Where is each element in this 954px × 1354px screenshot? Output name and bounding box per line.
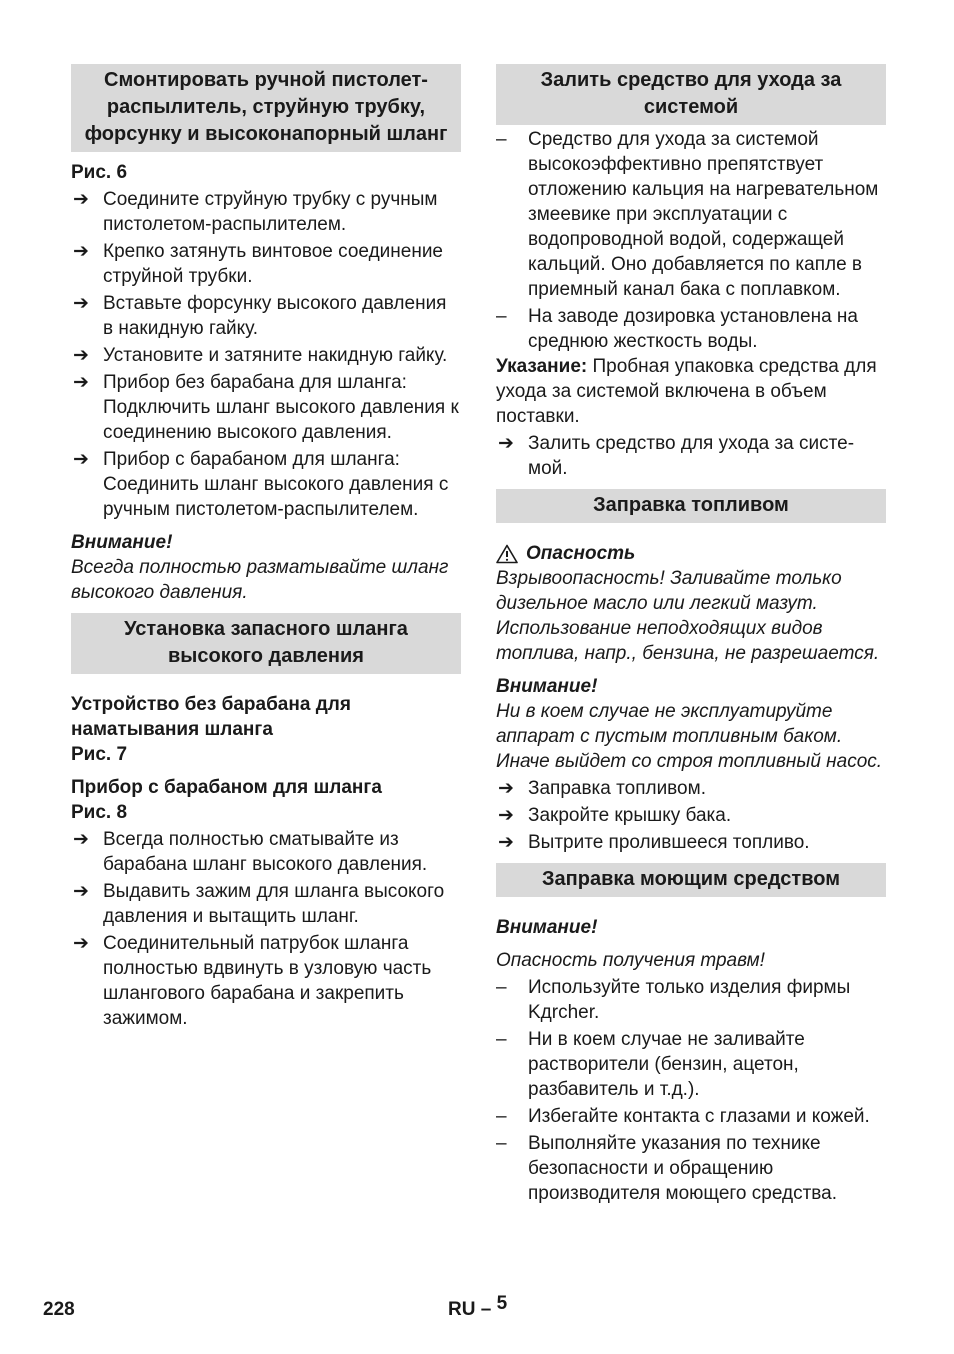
attention-label: Внимание! (71, 532, 173, 553)
list-item (496, 431, 886, 481)
right-arrow-icon: ➔ (498, 805, 514, 826)
page-number: 228 (43, 1299, 75, 1320)
dash-bullet: – (496, 129, 507, 150)
list-item (496, 776, 886, 801)
right-arrow-icon: ➔ (73, 189, 89, 210)
attention-text: Опасность получения травм! (496, 950, 765, 971)
right-arrow-icon: ➔ (73, 372, 89, 393)
list-item (496, 975, 886, 1025)
step-text: Вытрите пролившееся топливо. (528, 832, 810, 853)
step-detail: Подключить шланг высокого давления к соединению высокого давления. (103, 397, 459, 443)
list-item (71, 931, 461, 1031)
right-arrow-icon: ➔ (73, 881, 89, 902)
step-text: Выдавить зажим для шланга высокого давления и вытащить шланг. (103, 881, 445, 927)
dash-bullet: – (496, 977, 507, 998)
bullet-text: Средство для ухода за системой высокоэффективно препятствует отложению кальция на нагревательном змеевике при эксплуатации с водопроводной водой, содержащей кальций. Оно добавляется по капле в приемный канал бака с поплавком. (528, 129, 879, 300)
step-text: Крепко затянуть винтовое соединение струйной трубки. (103, 241, 443, 287)
subheading-drum: Прибор с барабаном для шланга (71, 777, 382, 798)
note-paragraph (496, 354, 886, 429)
list-item (71, 343, 461, 368)
section-heading-fuel: Заправка топливом (496, 489, 886, 523)
list-item (496, 1027, 886, 1102)
step-text: Установите и затяните накидную гайку. (103, 345, 448, 366)
right-arrow-icon: ➔ (73, 241, 89, 262)
right-arrow-icon: ➔ (73, 345, 89, 366)
step-detail: Соединить шланг высокого давления с ручным пистолетом-распылителем. (103, 474, 449, 520)
section-heading-system-care: Залить средство для ухода за системой (496, 64, 886, 125)
section-heading-replace-hose: Установка запасного шланга высокого давления (71, 613, 461, 674)
attention-text: Ни в коем случае не эксплуатируйте аппарат с пустым топливным баком. Иначе выйдет со строя топливный насос. (496, 701, 883, 772)
figure-ref-7: Рис. 7 (71, 744, 128, 765)
list-item (496, 1104, 886, 1129)
danger-heading (496, 541, 886, 566)
list-item (71, 291, 461, 341)
language-label: RU – (448, 1299, 492, 1320)
language-page-number: 5 (496, 1293, 508, 1314)
bullet-text: На заводе дозировка установлена на среднюю жесткость воды. (528, 306, 858, 352)
attention-label: Внимание! (496, 917, 598, 938)
dash-bullet: – (496, 1106, 507, 1127)
dash-bullet: – (496, 1133, 507, 1154)
note-text: Пробная упаковка средства для ухода за системой включена в объем поставки. (496, 356, 877, 427)
dash-bullet: – (496, 306, 507, 327)
note-label: Указание: (496, 356, 588, 377)
left-column (71, 64, 461, 1031)
list-item (71, 239, 461, 289)
list-item (71, 187, 461, 237)
right-arrow-icon: ➔ (73, 293, 89, 314)
subheading-no-drum: Устройство без барабана для наматывания шланга (71, 694, 351, 740)
step-text: Прибор с барабаном для шланга: (103, 449, 400, 470)
step-text: Закройте крышку бака. (528, 805, 732, 826)
bullet-text: Выполняйте указания по технике безопасности и обращению производителя моющего средства. (528, 1133, 838, 1204)
language-page-label (448, 1293, 508, 1322)
warning-triangle-icon (496, 544, 518, 564)
list-item (496, 1131, 886, 1206)
right-arrow-icon: ➔ (73, 933, 89, 954)
attention-text: Всегда полностью разматывайте шланг высокого давления. (71, 557, 449, 603)
danger-text: Взрывоопасность! Заливайте только дизельное масло или легкий мазут. Использование неподходящих видов топлива, напр., бензина, не разрешается. (496, 568, 880, 664)
bullet-text: Используйте только изделия фирмы Kдrcher. (528, 977, 851, 1023)
danger-label: Опасность (526, 543, 636, 564)
list-item (496, 127, 886, 302)
right-arrow-icon: ➔ (73, 829, 89, 850)
step-text: Соединительный патрубок шланга полностью вдвинуть в узловую часть шлангового барабана и закрепить зажимом. (103, 933, 432, 1029)
figure-ref-8: Рис. 8 (71, 802, 128, 823)
list-item (71, 447, 461, 472)
list-item (71, 370, 461, 395)
right-column (496, 64, 886, 1206)
right-arrow-icon: ➔ (498, 433, 514, 454)
right-arrow-icon: ➔ (498, 778, 514, 799)
list-item (496, 304, 886, 354)
step-text: Заправка топливом. (528, 778, 706, 799)
list-item (71, 827, 461, 877)
list-item (496, 830, 886, 855)
section-heading-mount: Смонтировать ручной пистолет-распылитель, струйную трубку, форсунку и высоконапорный шланг (71, 64, 461, 152)
right-arrow-icon: ➔ (498, 832, 514, 853)
list-item (71, 879, 461, 929)
step-text: Залить средство для ухода за системой. (528, 433, 855, 479)
dash-bullet: – (496, 1029, 507, 1050)
bullet-text: Избегайте контакта с глазами и кожей. (528, 1106, 870, 1127)
step-text: Вставьте форсунку высокого давления в накидную гайку. (103, 293, 447, 339)
attention-label: Внимание! (496, 676, 598, 697)
bullet-text: Ни в коем случае не заливайте растворители (бензин, ацетон, разбавитель и т.д.). (528, 1029, 805, 1100)
list-item (496, 803, 886, 828)
right-arrow-icon: ➔ (73, 449, 89, 470)
step-text: Соедините струйную трубку с ручным пистолетом-распылителем. (103, 189, 438, 235)
figure-ref-6: Рис. 6 (71, 162, 128, 183)
step-text: Всегда полностью сматывайте из барабана шланг высокого давления. (103, 829, 428, 875)
step-text: Прибор без барабана для шланга: (103, 372, 407, 393)
section-heading-detergent: Заправка моющим средством (496, 863, 886, 897)
